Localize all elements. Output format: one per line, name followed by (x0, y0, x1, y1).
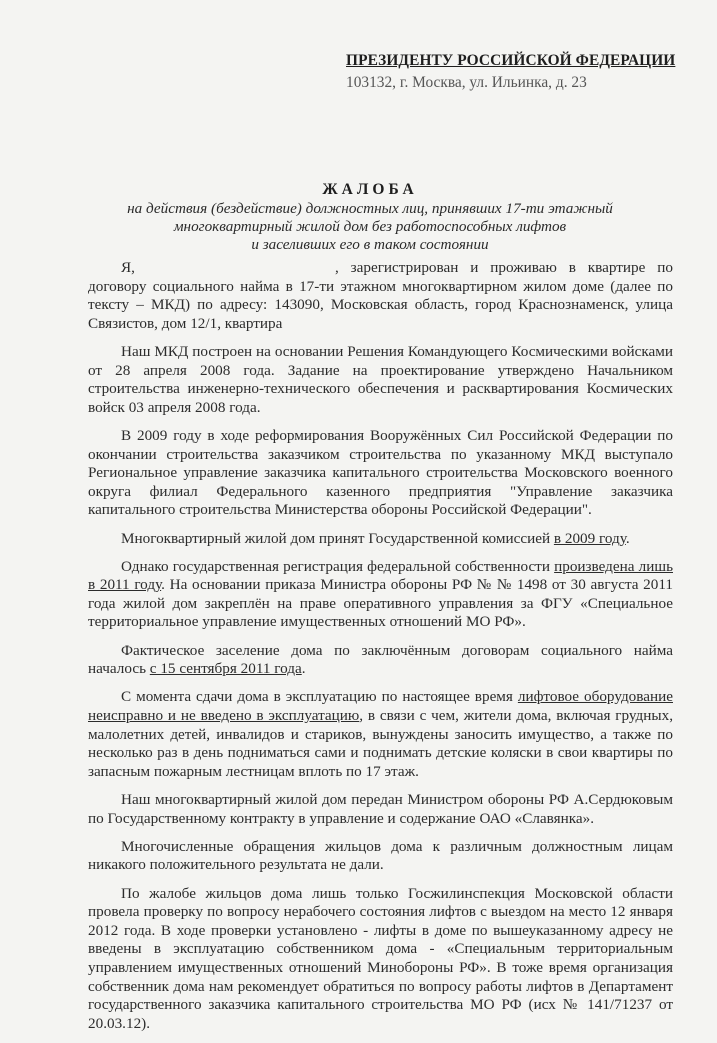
document-title: ЖАЛОБА (322, 181, 418, 198)
text: , в связи с чем, жители дома, включая грудных, малолетних детей, инвалидов и стариков, вынуждены заносить имущество, а также по несколько раз в день подниматься сами и поднимать детские коляски в свои квартиры по запасным пожарным лестницам вплоть по 17 этаж. (88, 707, 673, 780)
document-subtitle-line: многоквартирный жилой дом без работоспособных лифтов (173, 218, 567, 235)
paragraph-construction: Наш МКД построен на основании Решения Командующего Космическими войсками от 28 апреля 2008 года. Задание на проектирование утверждено Начальником строительства инженерно-технического обеспечения и расквартирования Космических войск 03 апреля 2008 года. (88, 342, 673, 416)
paragraph-customer: В 2009 году в ходе реформирования Вооружённых Сил Российской Федерации по окончании строительства заказчиком строительства по указанному МКД выступало Региональное управление заказчика капитального строительства Московского военного округа филиал Федерального казенного предприятия "Управление заказчика капитального строительства Министерства обороны Российской Федерации". (88, 426, 673, 519)
paragraph-settlement (88, 642, 673, 679)
underlined-text: в 2009 году (553, 529, 626, 547)
text: Фактическое заселение дома по заключённым договорам социального найма началось (88, 641, 673, 678)
addressee-block (346, 52, 686, 92)
paragraph-acceptance (88, 530, 673, 549)
addressee-address: 103132, г. Москва, ул. Ильинка, д. 23 (346, 74, 587, 91)
applicant-prefix: Я, (121, 259, 135, 276)
paragraph-appeals: Многочисленные обращения жильцов дома к различным должностным лицам никакого положительного результата не дали. (88, 837, 673, 874)
text: . (301, 660, 306, 678)
text: . На основании приказа Министра обороны РФ № № 1498 от 30 августа 2011 года жилой дом закреплён на праве оперативного управления за ФГУ «Специальное территориальное управление имущественных отношений МО РФ». (88, 576, 673, 631)
complaint-body (88, 259, 673, 1043)
paragraph-applicant (88, 259, 673, 333)
applicant-text: , зарегистрирован и проживаю в квартире по договору социального найма в 17-ти этажном многоквартирном жилом доме (далее по тексту – МКД) по адресу: 143090, Московская область, город Краснознаменск, улица Связистов, дом 12/1, квартира (88, 259, 673, 332)
paragraph-elevators (88, 688, 673, 781)
paragraph-management: Наш многоквартирный жилой дом передан Министром обороны РФ А.Сердюковым по Государственному контракту в управление и содержание ОАО «Славянка». (88, 791, 673, 827)
text: Однако государственная регистрация федеральной собственности (121, 557, 555, 575)
underlined-text: с 15 сентября 2011 года (149, 660, 302, 678)
text: . (625, 529, 630, 547)
document-subtitle-line: и заселивших его в таком состоянии (251, 236, 489, 253)
underlined-text: произведена лишь в 2011 году (88, 557, 673, 594)
text: Многоквартирный жилой дом принят Государственной комиссией (121, 529, 554, 547)
underlined-text: лифтовое оборудование неисправно и не введено в эксплуатацию (88, 688, 673, 725)
text: С момента сдачи дома в эксплуатацию по настоящее время (121, 688, 518, 706)
paragraph-registration (88, 558, 673, 632)
complaint-header (90, 180, 650, 254)
paragraph-inspection: По жалобе жильцов дома лишь только Госжилинспекция Московской области провела проверку по вопросу нерабочего состояния лифтов с выездом на место 12 января 2012 года. В ходе проверки установлено - лифты в доме по вышеуказанному адресу не введены в эксплуатацию собственником дома - «Специальным территориальным управлением имущественных отношений Минобороны РФ». В тоже время организация собственник дома нам рекомендует обратиться по вопросу работы лифтов в Департамент государственного заказчика капитального строительства МО РФ (исх № 141/71237 от 20.03.12). (88, 884, 673, 1032)
document-subtitle-line: на действия (бездействие) должностных лиц, принявших 17-ти этажный (127, 200, 613, 217)
addressee-recipient: ПРЕЗИДЕНТУ РОССИЙСКОЙ ФЕДЕРАЦИИ (346, 52, 676, 69)
